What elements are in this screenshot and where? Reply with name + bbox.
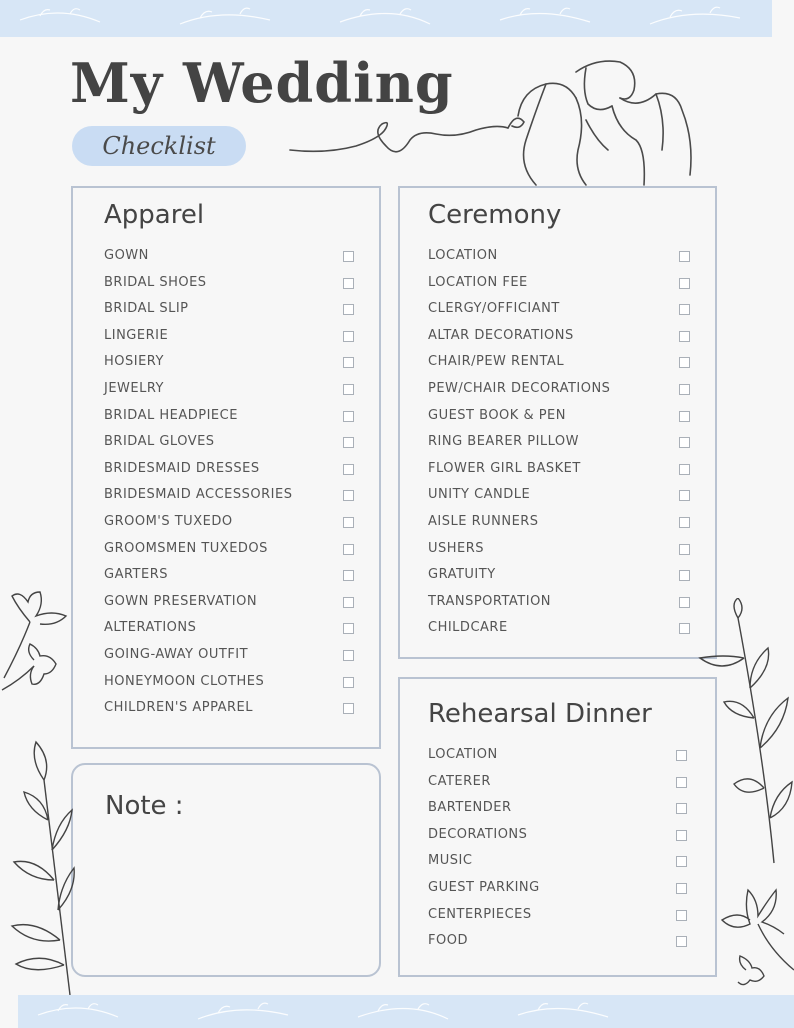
subtitle-pill: [72, 126, 246, 166]
checkbox-icon[interactable]: [343, 251, 354, 262]
checkbox-icon[interactable]: [676, 830, 687, 841]
checklist-item-label: GRATUITY: [428, 567, 496, 583]
checklist-item-label: GOING-AWAY OUTFIT: [104, 647, 249, 662]
checklist-item-label: CHILDCARE: [428, 620, 508, 636]
checkbox-icon[interactable]: [679, 490, 690, 501]
checklist-item-label: CHILDREN'S APPAREL: [104, 700, 253, 716]
checklist-item-label: ALTERATIONS: [104, 620, 197, 636]
checkbox-icon[interactable]: [679, 331, 690, 342]
checklist-item-label: TRANSPORTATION: [428, 593, 552, 609]
checkbox-icon[interactable]: [679, 570, 690, 581]
checkbox-icon[interactable]: [343, 384, 354, 395]
note-title: Note :: [105, 791, 184, 821]
checkbox-icon[interactable]: [343, 570, 354, 581]
checklist-item-label: LOCATION: [428, 248, 498, 263]
checklist-item-label: DECORATIONS: [428, 826, 528, 842]
checkbox-icon[interactable]: [676, 883, 687, 894]
checklist-item-label: AISLE RUNNERS: [428, 514, 539, 529]
checklist-item-label: BARTENDER: [428, 800, 512, 816]
checklist-item-label: LOCATION: [428, 747, 498, 762]
checkbox-icon[interactable]: [676, 936, 687, 947]
checkbox-icon[interactable]: [679, 464, 690, 475]
couple-line-art-icon: [286, 50, 716, 190]
checklist-item-label: LINGERIE: [104, 327, 169, 343]
checklist-item-label: BRIDESMAID DRESSES: [104, 460, 260, 476]
checkbox-icon[interactable]: [343, 650, 354, 661]
rehearsal-dinner-section: [398, 677, 717, 977]
checkbox-icon[interactable]: [679, 517, 690, 528]
checkbox-icon[interactable]: [343, 623, 354, 634]
checkbox-icon[interactable]: [679, 304, 690, 315]
checklist-item-label: ALTAR DECORATIONS: [428, 327, 574, 343]
leaf-branch-icon: [694, 598, 794, 868]
checklist-item-label: GUEST PARKING: [428, 880, 540, 895]
checklist-item-label: CATERER: [428, 773, 491, 789]
ceremony-section: [398, 186, 717, 659]
checkbox-icon[interactable]: [676, 910, 687, 921]
checklist-item-label: GOWN: [104, 248, 149, 263]
checkbox-icon[interactable]: [343, 437, 354, 448]
checklist-item-label: BRIDESMAID ACCESSORIES: [104, 487, 293, 503]
checklist-item-label: GARTERS: [104, 567, 168, 583]
checkbox-icon[interactable]: [676, 803, 687, 814]
flower-branch-icon: [0, 588, 80, 698]
checkbox-icon[interactable]: [343, 331, 354, 342]
checklist-item-label: HOSIERY: [104, 354, 164, 370]
checklist-item-label: GROOM'S TUXEDO: [104, 514, 233, 529]
checklist-item-label: GROOMSMEN TUXEDOS: [104, 540, 268, 556]
checklist-item-label: CLERGY/OFFICIANT: [428, 301, 560, 317]
checklist-item-label: FOOD: [428, 933, 468, 949]
checkbox-icon[interactable]: [343, 490, 354, 501]
checkbox-icon[interactable]: [343, 411, 354, 422]
checklist-item-label: RING BEARER PILLOW: [428, 434, 580, 450]
leaf-branch-icon: [0, 740, 80, 1000]
checklist-item-label: FLOWER GIRL BASKET: [428, 460, 581, 476]
checklist-item-label: BRIDAL SHOES: [104, 274, 207, 290]
checkbox-icon[interactable]: [343, 544, 354, 555]
checklist-item-label: CHAIR/PEW RENTAL: [428, 354, 565, 370]
checklist-item-label: BRIDAL HEADPIECE: [104, 407, 238, 423]
note-section[interactable]: [71, 763, 381, 977]
checkbox-icon[interactable]: [679, 544, 690, 555]
rehearsal-dinner-title: Rehearsal Dinner: [428, 699, 652, 729]
checklist-item-label: LOCATION FEE: [428, 274, 528, 290]
checklist-item-label: HONEYMOON CLOTHES: [104, 673, 265, 689]
checkbox-icon[interactable]: [676, 750, 687, 761]
checkbox-icon[interactable]: [679, 411, 690, 422]
floral-pattern-icon: [0, 0, 772, 37]
checklist-item-label: JEWELRY: [104, 381, 165, 396]
checklist-item-label: PEW/CHAIR DECORATIONS: [428, 381, 611, 396]
checkbox-icon[interactable]: [679, 597, 690, 608]
subtitle-label: Checklist: [102, 132, 216, 160]
checkbox-icon[interactable]: [679, 278, 690, 289]
checkbox-icon[interactable]: [343, 517, 354, 528]
checkbox-icon[interactable]: [343, 597, 354, 608]
floral-pattern-icon: [18, 995, 794, 1028]
bottom-decorative-band: [18, 995, 794, 1028]
checkbox-icon[interactable]: [343, 677, 354, 688]
checkbox-icon[interactable]: [679, 357, 690, 368]
ceremony-title: Ceremony: [428, 200, 562, 230]
top-decorative-band: [0, 0, 772, 37]
page-title: My Wedding: [70, 51, 454, 115]
checklist-item-label: USHERS: [428, 540, 485, 556]
checklist-item-label: BRIDAL SLIP: [104, 301, 189, 317]
checkbox-icon[interactable]: [679, 384, 690, 395]
checkbox-icon[interactable]: [679, 251, 690, 262]
apparel-title: Apparel: [104, 200, 205, 230]
checkbox-icon[interactable]: [343, 703, 354, 714]
flower-branch-icon: [714, 880, 794, 995]
checkbox-icon[interactable]: [679, 437, 690, 448]
checklist-item-label: UNITY CANDLE: [428, 487, 531, 503]
checklist-item-label: BRIDAL GLOVES: [104, 434, 215, 450]
checkbox-icon[interactable]: [676, 856, 687, 867]
checklist-item-label: GOWN PRESERVATION: [104, 593, 258, 609]
checkbox-icon[interactable]: [676, 777, 687, 788]
checkbox-icon[interactable]: [343, 278, 354, 289]
apparel-section: [71, 186, 381, 749]
checkbox-icon[interactable]: [343, 304, 354, 315]
checkbox-icon[interactable]: [343, 357, 354, 368]
checklist-item-label: CENTERPIECES: [428, 906, 532, 922]
checkbox-icon[interactable]: [679, 623, 690, 634]
checklist-item-label: GUEST BOOK & PEN: [428, 407, 566, 423]
checkbox-icon[interactable]: [343, 464, 354, 475]
checklist-item-label: MUSIC: [428, 853, 473, 869]
